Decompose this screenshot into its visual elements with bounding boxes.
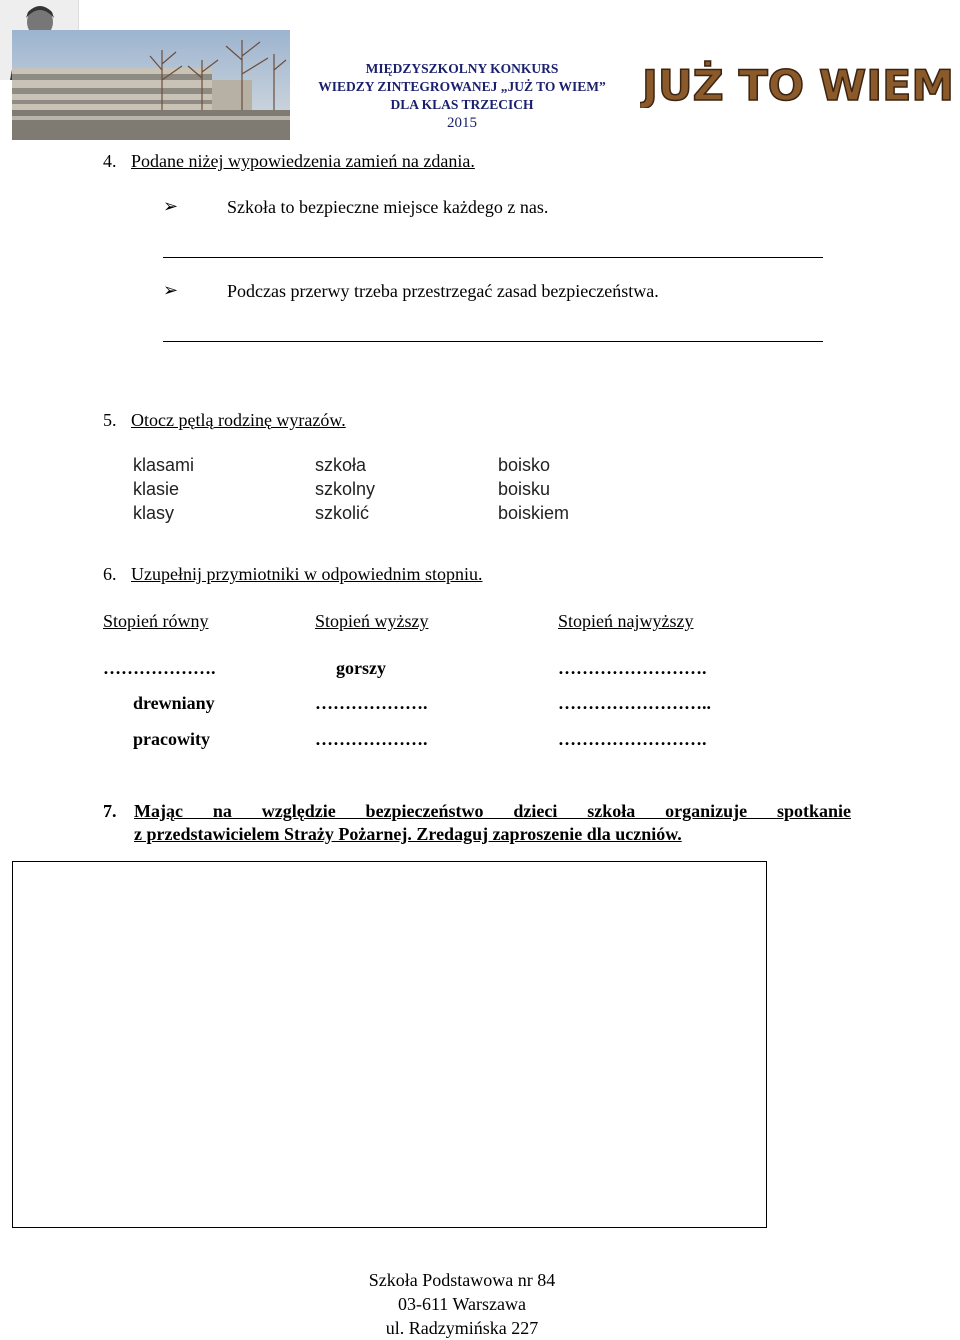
task-5-title: Otocz pętlą rodzinę wyrazów. (131, 410, 346, 430)
column-header-stopien-wyzszy: Stopień wyższy (315, 611, 429, 631)
header-year: 2015 (447, 115, 477, 131)
word-klasami[interactable]: klasami (133, 455, 195, 475)
header-line-2: WIEDZY ZINTEGROWANEJ „JUŻ TO WIEM” (318, 79, 606, 94)
given-wyzszy-gorszy: gorszy (336, 658, 386, 678)
arrow-bullet-icon: ➢ (163, 196, 179, 216)
header-line-3: DLA KLAS TRZECICH (390, 97, 534, 112)
logo-text: JUŻ TO WIEM (642, 61, 949, 108)
contest-logo (640, 60, 958, 108)
task-4-number: 4. (103, 151, 117, 171)
word-boiskiem[interactable]: boiskiem (498, 503, 570, 523)
given-rowny-drewniany: drewniany (133, 693, 215, 713)
arrow-bullet-icon: ➢ (163, 280, 179, 300)
invitation-answer-box[interactable] (12, 861, 767, 1228)
task-7-line-1: Mając na względzie bezpieczeństwo dzieci szkoła organizuje spotkanie (134, 801, 851, 821)
footer-street: ul. Radzymińska 227 (385, 1318, 539, 1338)
task-5-number: 5. (103, 410, 117, 430)
blank-najwyzszy-3[interactable]: ……………………. (558, 729, 707, 749)
task-4-title: Podane niżej wypowiedzenia zamień na zdania. (131, 151, 475, 171)
task-4-sentence-2: Podczas przerwy trzeba przestrzegać zasad bezpieczeństwa. (227, 281, 659, 301)
given-rowny-pracowity: pracowity (133, 729, 210, 749)
word-szkolny[interactable]: szkolny (315, 479, 376, 499)
task-7-number: 7. (103, 801, 117, 821)
blank-rowny-1[interactable]: ………………. (103, 658, 216, 678)
answer-line-2[interactable] (163, 341, 823, 342)
word-klasie[interactable]: klasie (133, 479, 180, 499)
blank-najwyzszy-2[interactable]: …………………….. (558, 693, 711, 713)
blank-wyzszy-2[interactable]: ………………. (315, 693, 428, 713)
word-boisko[interactable]: boisko (498, 455, 551, 475)
task-7-line-2: z przedstawicielem Straży Pożarnej. Zredaguj zaproszenie dla uczniów. (134, 824, 682, 844)
task-6-heading (103, 563, 482, 585)
footer-school-name: Szkoła Podstawowa nr 84 (368, 1270, 556, 1290)
blank-wyzszy-3[interactable]: ………………. (315, 729, 428, 749)
word-szkolic[interactable]: szkolić (315, 503, 370, 523)
task-6-title: Uzupełnij przymiotniki w odpowiednim stopniu. (131, 564, 483, 584)
answer-line-1[interactable] (163, 257, 823, 258)
task-6-number: 6. (103, 564, 117, 584)
task-5-heading (103, 409, 346, 431)
word-szkola[interactable]: szkoła (315, 455, 367, 475)
school-building-photo (12, 30, 290, 140)
footer-city: 03-611 Warszawa (397, 1294, 526, 1314)
task-4-sentence-1: Szkoła to bezpieczne miejsce każdego z nas. (227, 197, 549, 217)
column-header-stopien-najwyzszy: Stopień najwyższy (558, 611, 694, 631)
word-klasy[interactable]: klasy (133, 503, 175, 523)
contest-header (300, 60, 624, 132)
column-header-stopien-rowny: Stopień równy (103, 611, 209, 631)
header-line-1: MIĘDZYSZKOLNY KONKURS (365, 61, 559, 76)
blank-najwyzszy-1[interactable]: ……………………. (558, 658, 707, 678)
task-4-heading (103, 150, 475, 172)
word-boisku[interactable]: boisku (498, 479, 551, 499)
